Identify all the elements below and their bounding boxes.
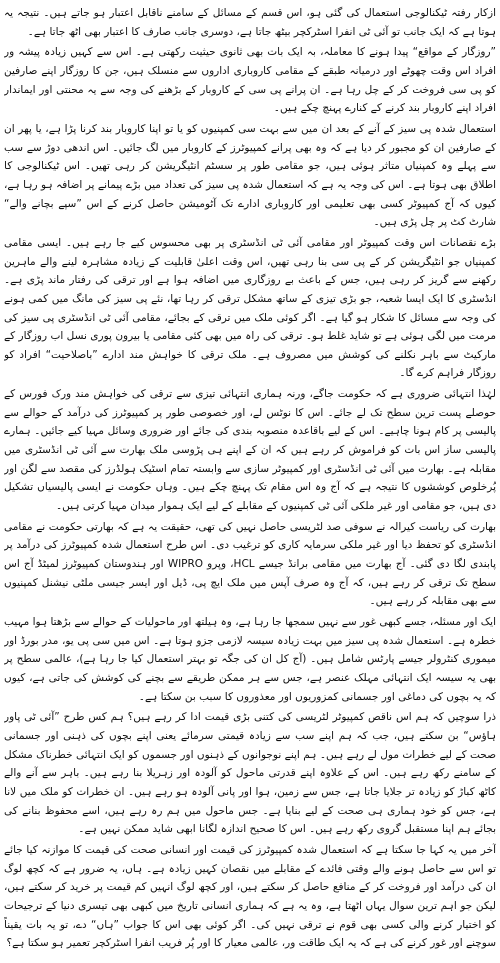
article-paragraph: ازکار رفتہ ٹیکنالوجی استعمال کی گئی ہو، اس قسم کے مسائل کے سامنے ناقابل اعتبار ہو جاتے ہیں۔ نتیجہ یہ ہوتا ہے کہ ایک جانب تو آئی ٹی انفرا اسٹرکچر بیٹھ جاتا ہے، دوسری جانب صارف کا اعتبار بھی اٹھ جاتا ہے۔ bbox=[4, 7, 496, 38]
article-paragraph: بڑے نقصانات اس وقت کمپیوٹر اور مقامی آئی ٹی انڈسٹری پر بھی محسوس کیے جا رہے ہیں۔ ایسی مقامی کمپنیاں جو انٹیگریشن کر کے پی سی بنا رہی تھیں، اس وقت اعلیٰ قابلیت کے زیادہ مشاہرہ لینے والے ماہرین رکھنے سے گریز کر رہی ہیں، جس کے باعث بے روزگاری میں اضافہ ہوا ہے اور ترقی کی رفتار ماند پڑی ہے۔ انڈسٹری کا ایک ایسا شعبہ، جو بڑی تیزی کے ساتھ مشکل ترقی کر رہا تھا، نئے پی سیز کی مانگ میں کمی ہونے کی وجہ سے مسائل کا شکار ہو گیا ہے۔ اگر کوئی ملک میں ترقی کے بجائے، مقامی آئی ٹی انڈسٹری پی سیز کی مرمت میں لگی ہوئی ہے تو شاید غلط ہو۔ ترقی کی راہ میں بھی کئی مقامی یا بیرون پوری نسل اب روزگار کے مارکیٹ سے باہر نکلنے کی کوشش میں مصروف ہے۔ ملک ترقی کا خواہش مند ادارے ”باصلاحیت“ افراد کو روزگار فراہم کرے گا۔ bbox=[4, 236, 496, 380]
article-paragraph: ایک اور مسئلہ، جسے کبھی غور سے نہیں سمجھا جا رہا ہے، وہ ہیلتھ اور ماحولیات کے حوالے سے بڑھتا ہوا مہیب خطرہ ہے۔ استعمال شدہ پی سیز میں بہت زیادہ سیسہ لازمی جزو ہوتا ہے۔ اس میں سی پی یو، مدر بورڈ اور میموری کنٹرولر جیسے پارٹس شامل ہیں۔ (آج کل ان کی جگہ تو بہتر استعمال کیا جا رہا ہے)، عالمی سطح پر بھی یہ سیسہ ایک انتہائی مہلک عنصر ہے، جس سے ہر ممکن طریقے سے بچنے کی کوشش کی جاتی ہے، کیوں کہ یہ بچوں کی دماغی اور جسمانی کمزوریوں اور معذوروں کا سبب بن سکتا ہے۔ bbox=[4, 616, 496, 703]
article-paragraph: ذرا سوچیں کہ ہم اس ناقص کمپیوٹر لٹریسی کی کتنی بڑی قیمت ادا کر رہے ہیں؟ ہم کس طرح ”آئی ٹی پاور ہاؤس“ بن سکتے ہیں، جب کہ ہم اپنے سب سے زیادہ قیمتی سرمائے یعنی اپنے بچوں کی ذہنی اور جسمانی صحت کے لیے خطرات مول لے رہے ہیں۔ ہم اپنے نوجوانوں کے ذہنوں اور جسموں کو ایک انتہائی خطرناک مشکل کے سامنے رکھ رہے ہیں۔ اس کے علاوہ اپنے قدرتی ماحول کو آلودہ اور زہریلا بنا رہے ہیں۔ باہر سے آنے والے کاٹھ کباڑ کو زیادہ تر جلایا جاتا ہے، جس سے زمین، ہوا اور پانی آلودہ ہو رہے ہیں۔ ان خطرات کو ملک میں لانا ہے، جس کو خود ہماری ہی صحت کے لیے بنایا ہے۔ جس ماحول میں ہم رہ رہے ہیں، اسے محفوظ بنانے کی بجائے ہم اپنا مستقبل گروی رکھ رہے ہیں۔ اس کا صحیح اندازہ لگانا ابھی شاید ممکن نہیں ہے۔ bbox=[4, 711, 496, 836]
article-paragraph: آخر میں یہ کہا جا سکتا ہے کہ استعمال شدہ کمپیوٹرز کی قیمت اور انسانی صحت کی قیمت کا موازنہ کیا جائے تو اس سے حاصل ہونے والے وقتی فائدے کے مقابلے میں نقصان کہیں زیادہ ہے۔ ہاں، یہ ضرور ہے کہ کچھ لوگ ان کی درآمد اور فروخت کر کے منافع حاصل کر سکتے ہیں، اور کچھ لوگ انہیں کم قیمت پر خرید کر سکتے ہیں، لیکن جو اہم ترین سوال یہاں اٹھتا ہے، وہ یہ ہے کہ ہماری انسانی تاریخ میں کبھی بھی تیسری دنیا کے ترجیحات کو اختیار کرنے والی کسی بھی قوم نے ترقی نہیں کی۔ اگر کوئی بھی اس کا جواب ”ہاں“ دے، تو یہ بات یقیناً سوچنے اور غور کرنے کی ہے کہ یہ ایک طاقت ور، عالمی معیار کا اور پُر فریب انفرا اسٹرکچر تعمیر ہو سکتا ہے؟ bbox=[4, 843, 496, 950]
article-paragraph: لہٰذا انتہائی ضروری ہے کہ حکومت جاگے، ورنہ ہماری انتہائی تیزی سے ترقی کی خواہش مند ورک فورس کے حوصلے پست ترین سطح تک لے جائے۔ اس کا نوٹس لے، اور خصوصی طور پر کمپیوٹرز کی درآمد کے حوالے سے پالیسی پر کام ہونا چاہیے۔ اس کے لیے باقاعدہ منصوبہ بندی کی جائے اور ضروری وسائل مہیا کیے جائیں۔ ہمارے پالیسی ساز اس بات کو فراموش کر رہے ہیں کہ ان کے اپنے ہی پڑوسی ملک بھارت سے آئی ٹی انڈسٹری میں مقابلہ ہے۔ بھارت میں آئی ٹی انڈسٹری اور کمپیوٹر سازی سے وابستہ تمام اسٹیک ہولڈرز کی مقصد سے لگن اور پُرخلوص کوششوں کا نتیجہ ہے کہ آج وہ اس مقام تک پہنچ چکے ہیں۔ وہاں حکومت نے ایسی پالیسیاں تشکیل دی ہیں، جو مقامی اور غیر ملکی آئی ٹی کمپنیوں کے مقابلے کے لیے ایک ہموار میدان مہیا کرتی ہیں۔ bbox=[4, 388, 496, 513]
article-paragraph: ”روزگار کے مواقع“ پیدا ہونے کا معاملہ، بہ ایک بات بھی ثانوی حیثیت رکھتی ہے۔ اس سے کہیں زیادہ پیشہ ور افراد اس وقت چھوٹے اور درمیانہ طبقے کے مقامی کاروباری اداروں سے منسلک ہیں، جن کا روزگار اپنے صارفین کو پی سی فروخت کر کے چل رہا ہے۔ ان پرانے پی سی کے کاروبار کے بڑھنے کی وجہ سے یہ محنتی اور ایماندار افراد اپنے کاروبار بند کرنے کے کنارے پہنچ چکے ہیں۔ bbox=[4, 46, 496, 115]
article-paragraph: بھارت کی ریاست کیرالہ نے سوفی صد لٹریسی حاصل نہیں کی تھی، حقیقت یہ ہے کہ بھارتی حکومت نے مقامی انڈسٹری کو تحفظ دیا اور غیر ملکی سرمایہ کاری کو ترغیب دی۔ اس طرح استعمال شدہ کمپیوٹرز کی درآمد پر پابندی لگا دی گئی۔ آج بھارت میں مقامی برانڈ جیسے HCL، وپرو WIPRO اور ہندوستان کمپیوٹرز لمیٹڈ آج اس سطح تک ترقی کر رہے ہیں، کہ آج وہ صرف آپس میں ملک ایچ پی، ڈیل اور ایسر جیسی ملٹی نیشنل کمپنیوں سے بھی مقابلہ کر رہے ہیں۔ bbox=[4, 520, 496, 608]
article-paragraph: استعمال شدہ پی سیز کے آنے کے بعد ان میں سے بہت سی کمپنیوں کو یا تو اپنا کاروبار بند کرنا پڑا ہے، یا پھر ان کے صارفین ان کو مجبور کر دیا ہے کہ وہ بھی پرانے کمپیوٹرز کے کاروبار میں لگ جائیں۔ اس اندھی دوڑ سے سب سے پہلے وہ کمپنیاں متاثر ہوئی ہیں، جو مقامی طور پر سسٹم انٹیگریشن کر رہی تھیں۔ اس ٹیکنالوجی کا اطلاق بھی ہوتا ہے۔ اس کی وجہ یہ ہے کہ استعمال شدہ پی سیز کی تعداد میں بڑے پیمانے پر اضافہ ہو رہا ہے، کیوں کہ آج کمپیوٹر کسی بھی تعلیمی اور کاروباری ادارے تک آٹومیشن حاصل کرنے کے اس ”سپے بچانے والے“ شارٹ کٹ پر چل پڑی ہیں۔ bbox=[4, 122, 496, 229]
article-body bbox=[4, 4, 496, 955]
